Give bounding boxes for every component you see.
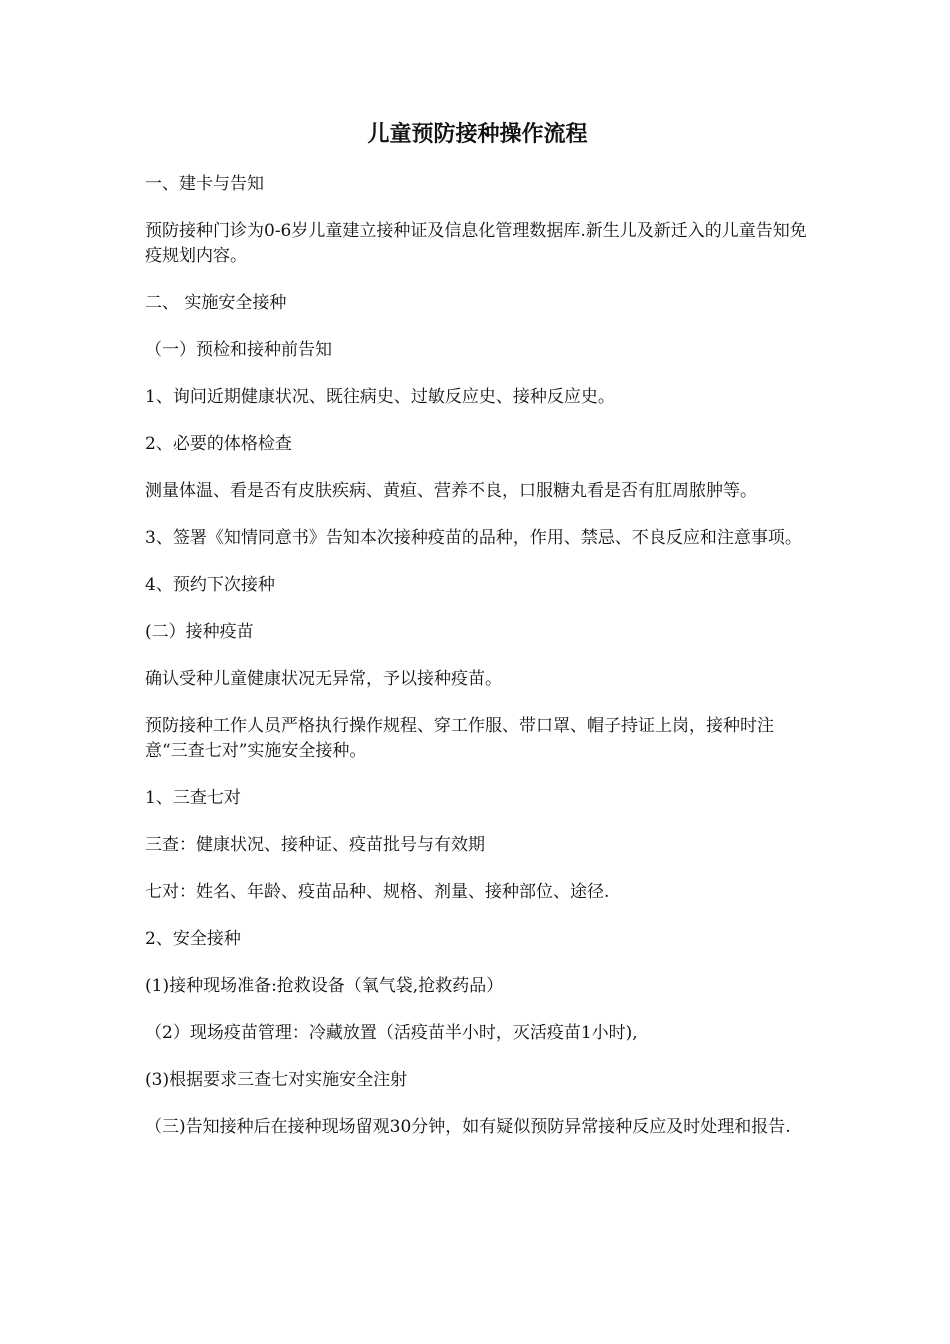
list-item-site-preparation: (1)接种现场准备:抢救设备（氧气袋,抢救药品） [145, 976, 504, 996]
paragraph-confirm-health: 确认受种儿童健康状况无异常，予以接种疫苗。 [145, 669, 502, 689]
document-title: 儿童预防接种操作流程 [367, 122, 588, 147]
document-content [145, 118, 810, 1162]
subsection-heading-vaccination: (二）接种疫苗 [145, 622, 254, 642]
subsection-heading-precheck: （一）预检和接种前告知 [145, 340, 332, 360]
paragraph-seven-matches-detail: 七对：姓名、年龄、疫苗品种、规格、剂量、接种部位、途径. [145, 882, 610, 902]
paragraph-card-database: 预防接种门诊为0-6岁儿童建立接种证及信息化管理数据库.新生儿及新迁入的儿童告知免疫规划内容。 [145, 221, 807, 266]
paragraph-staff-procedure: 预防接种工作人员严格执行操作规程、穿工作服、带口罩、帽子持证上岗，接种时注意“三查七对”实施安全接种。 [145, 716, 774, 761]
list-item-next-appointment: 4、预约下次接种 [145, 575, 275, 595]
list-item-three-checks: 1、三查七对 [145, 788, 241, 808]
list-item-safe-injection: (3)根据要求三查七对实施安全注射 [145, 1070, 408, 1090]
paragraph-exam-details: 测量体温、看是否有皮肤疾病、黄疸、营养不良，口服糖丸看是否有肛周脓肿等。 [145, 481, 757, 501]
paragraph-observation-notice: （三)告知接种后在接种现场留观30分钟，如有疑似预防异常接种反应及时处理和报告. [145, 1117, 791, 1137]
list-item-physical-exam: 2、必要的体格检查 [145, 434, 292, 454]
list-item-consent-form: 3、签署《知情同意书》告知本次接种疫苗的品种，作用、禁忌、不良反应和注意事项。 [145, 528, 802, 548]
paragraph-three-checks-detail: 三查：健康状况、接种证、疫苗批号与有效期 [145, 835, 485, 855]
list-item-safe-vaccination: 2、安全接种 [145, 929, 241, 949]
section-heading-card-and-notice: 一、建卡与告知 [145, 174, 264, 194]
list-item-vaccine-management: （2）现场疫苗管理：冷藏放置（活疫苗半小时，灭活疫苗1小时), [145, 1023, 638, 1043]
section-heading-safe-vaccination: 二、 实施安全接种 [145, 293, 287, 313]
list-item-health-history: 1、询问近期健康状况、既往病史、过敏反应史、接种反应史。 [145, 387, 615, 407]
